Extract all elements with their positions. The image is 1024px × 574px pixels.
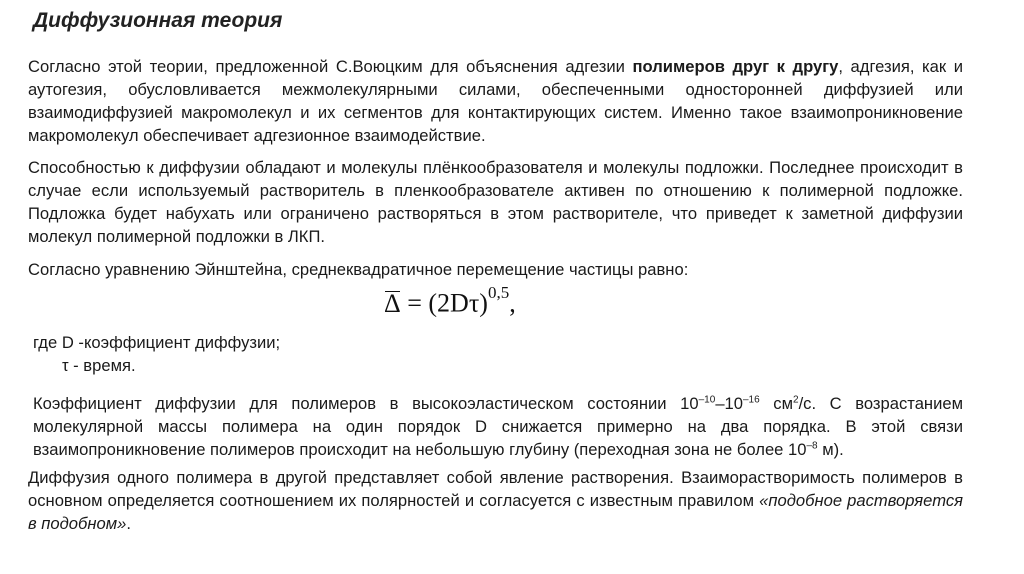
p5-italic-rule: «подобное растворяется в подобном» <box>28 491 963 533</box>
p4-exp1: –10 <box>698 394 716 406</box>
p4-d: /с. С возрастанием молекулярной массы полимера на один порядок D снижается примерно на два порядка. В этой связи взаимопроникновение полимеров происходит на небольшую глубину (переходная зона не более 10 <box>33 394 963 459</box>
paragraph-diffusion-ability: Способностью к диффузии обладают и молекулы плёнкообразователя и молекулы подложки. Последнее происходит в случае если используемый растворитель в пленкообразователе активен по отношению к полимерной подложке. Подложка будет набухать или ограничено растворяться в этом растворителе, что приведет к заметной диффузии молекул полимерной подложки в ЛКП. <box>28 158 963 246</box>
paragraph-theory <box>28 55 963 147</box>
formula-body: = (2Dτ) <box>400 288 488 318</box>
p4-b: –10 <box>715 394 743 413</box>
definition-tau: τ - время. <box>62 356 136 375</box>
paragraph-einstein: Согласно уравнению Эйнштейна, среднеквадратичное перемещение частицы равно: <box>28 260 689 279</box>
p4-c: см <box>759 394 793 413</box>
formula-comma: , <box>509 288 516 318</box>
einstein-formula <box>384 283 516 319</box>
definition-d: где D -коэффициент диффузии; <box>33 333 281 352</box>
p5-end: . <box>126 514 131 533</box>
paragraph-coefficient <box>33 392 963 461</box>
paragraph-dissolution <box>28 466 963 535</box>
p4-exp2: –16 <box>743 394 760 406</box>
p1-text-end: , адгезия, как и аутогезия, обусловливается межмолекулярными силами, обеспеченными односторонней диффузией или взаимодиффузией макромолекул и их сегментов для контактирующих систем. Именно такое взаимопроникновение макромолекул обеспечивает адгезионное взаимодействие. <box>28 57 963 145</box>
p4-a: Коэффициент диффузии для полимеров в высокоэластическом состоянии 10 <box>33 394 699 413</box>
slide-title: Диффузионная теория <box>33 9 283 32</box>
p1-bold-phrase: полимеров друг к другу <box>632 57 839 76</box>
p4-f: м). <box>817 440 844 459</box>
p5-text: Диффузия одного полимера в другой представляет собой явление растворения. Взаиморастворимость полимеров в основном определяется соотношением их полярностей и согласуется с известным правилом <box>28 468 963 510</box>
p4-exp4: –8 <box>806 440 818 452</box>
p4-exp3: 2 <box>793 394 799 406</box>
formula-delta: Δ <box>384 288 401 318</box>
p1-text-start: Согласно этой теории, предложенной С.Воюцким для объяснения адгезии <box>28 57 633 76</box>
formula-exponent: 0,5 <box>487 283 510 302</box>
